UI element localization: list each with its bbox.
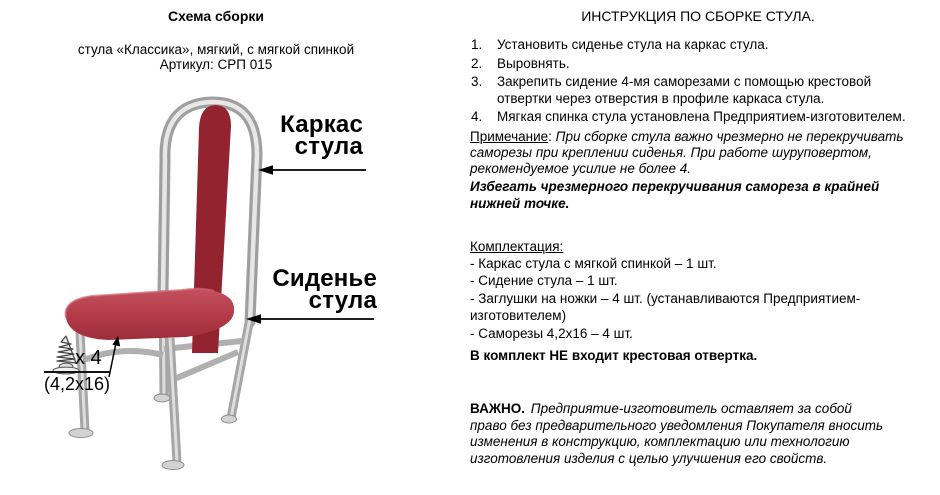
step-number: 4. <box>471 109 483 124</box>
screw-threads <box>57 336 76 363</box>
assembly-steps-list <box>470 37 912 126</box>
kit-title: Комплектация: <box>470 238 564 254</box>
kit-item: - Заглушки на ножки – 4 шт. (устанавливаются Предприятием-изготовителем) <box>470 290 861 323</box>
note-label: Примечание <box>470 128 549 144</box>
important-label: ВАЖНО. <box>470 401 526 416</box>
back-right-leg-highlight <box>231 318 250 418</box>
kit-section <box>470 238 912 343</box>
seat-label-line1: Сиденье <box>272 265 377 292</box>
seat-arrow-icon <box>246 314 374 324</box>
step-number: 1. <box>471 37 483 52</box>
screw-count-label: x 4 <box>75 347 102 369</box>
note-separator: : <box>548 128 556 144</box>
step-text: Установить сиденье стула на каркас стула. <box>497 37 769 52</box>
chair-model-line: стула «Классика», мягкий, с мягкой спинкой <box>77 42 355 57</box>
frame-callout-label <box>280 111 363 160</box>
seat-callout-label <box>272 265 377 314</box>
screwdriver-excluded-note: В комплект НЕ входит крестовая отвертка. <box>470 348 758 363</box>
chair-photo <box>0 0 462 495</box>
frame-arrow-icon <box>258 165 366 175</box>
note-text: При сборке стула важно чрезмерно не перекручивать саморезы при креплении сиденья. При работе шуруповертом, рекомендуемое усилие не более 4. <box>470 128 904 176</box>
kit-item: - Каркас стула с мягкой спинкой – 1 шт. <box>470 255 717 271</box>
important-paragraph <box>470 401 892 467</box>
front-left-foot <box>69 429 93 438</box>
step-text: Выровнять. <box>497 55 570 71</box>
frame-label-line2: стула <box>294 133 363 160</box>
back-right-foot <box>222 415 237 423</box>
seat-label-line2: стула <box>308 287 377 314</box>
assembly-scheme-panel <box>0 0 462 495</box>
side-stretcher <box>172 352 238 380</box>
front-right-foot <box>162 461 184 470</box>
note-warning: Избегать чрезмерного перекручивания самореза в крайней нижней точке. <box>470 178 880 211</box>
kit-item: - Сидение стула – 1 шт. <box>470 273 618 288</box>
scheme-title: Схема сборки <box>168 8 264 24</box>
note-paragraph <box>470 129 904 177</box>
step-text: Мягкая спинка стула установлена Предприятием-изготовителем. <box>497 109 906 124</box>
step-number: 2. <box>471 55 483 71</box>
important-text: Предприятие-изготовитель оставляет за собой право без предварительного уведомления Покупателя вносить изменения в конструкцию, комплектацию или технологию изготовления изделия с целью улучшения его свойств. <box>470 401 884 466</box>
step-number: 3. <box>471 74 483 89</box>
screw-arrow-icon <box>109 336 120 377</box>
instructions-panel <box>470 0 912 467</box>
article-number: Артикул: СРП 015 <box>159 57 273 72</box>
screw-size-label: (4,2х16) <box>44 371 110 395</box>
assembly-step <box>470 56 912 73</box>
assembly-step <box>470 74 912 107</box>
instructions-title: ИНСТРУКЦИЯ ПО СБОРКЕ СТУЛА. <box>581 8 815 24</box>
frame-label-line1: Каркас <box>280 111 363 138</box>
step-text: Закрепить сидение 4-мя саморезами с помощью крестовой отвертки через отверстия в профиле каркаса стула. <box>497 74 872 106</box>
back-left-foot <box>154 394 170 402</box>
kit-item: - Саморезы 4,2х16 – 4 шт. <box>470 325 633 341</box>
chair-feet <box>69 394 237 470</box>
assembly-step <box>470 109 912 126</box>
assembly-step <box>470 37 912 54</box>
